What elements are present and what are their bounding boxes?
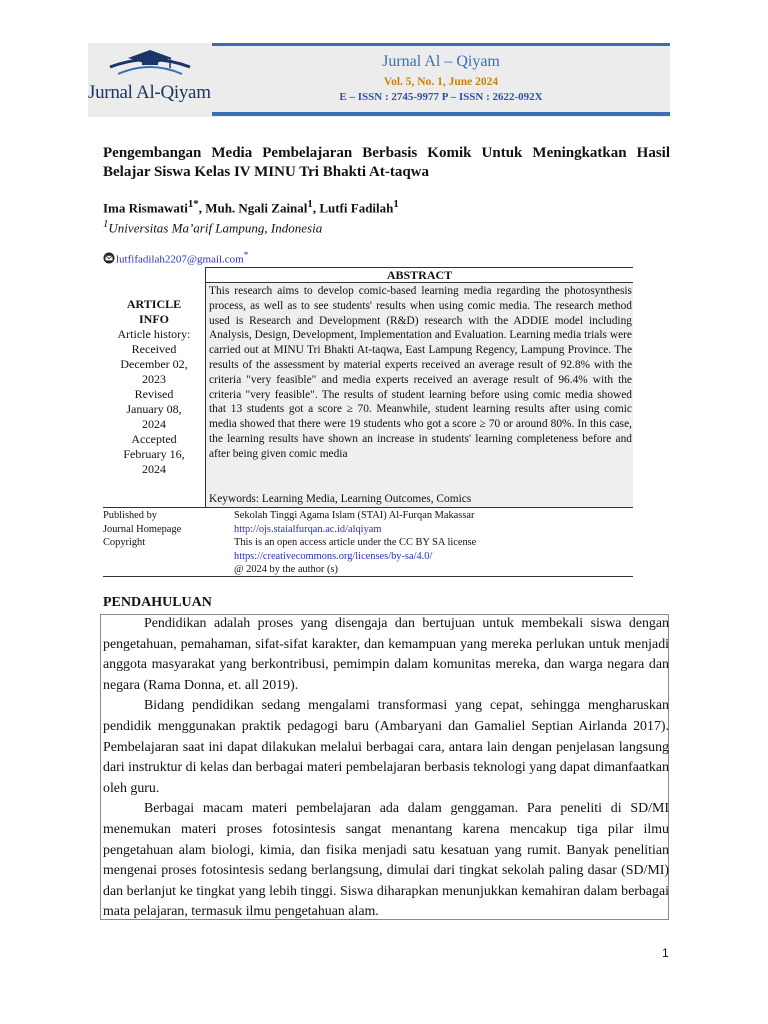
journal-issn: E – ISSN : 2745-9977 P – ISSN : 2622-092X <box>339 91 543 103</box>
received-year: 2023 <box>142 372 166 386</box>
body-paragraph: Berbagai macam materi pembelajaran ada dalam genggaman. Para peneliti di SD/MI menemukan materi proses fotosintesis sangat menantang karena mencakup tiga pilar ilmu pengetahuan alam biologi, kimia, dan fisika menjadi satu kesatuan yang rumit. Banyak penelitian mengenai proses fotosintesis sedang berlangsung, dimulai dari tingkat sekolah paling dasar (SD/MI) dan berlanjut ke tingkat yang lebih tinggi. Siswa diharapkan menunjukkan kemahiran dalam berbagai mata pelajaran, termasuk ilmu pengetahuan alam. <box>103 801 669 920</box>
author-name: , Muh. Ngali Zainal <box>198 200 308 216</box>
article-info-heading: INFO <box>139 312 169 326</box>
paper-title: Pengembangan Media Pembelajaran Berbasis Komik Untuk Meningkatkan Hasil Belajar Siswa Kelas IV MINU Tri Bhakti At-taqwa <box>103 145 670 180</box>
article-info-heading: ARTICLE <box>126 297 182 311</box>
received-date: December 02, <box>120 357 188 371</box>
abstract-body: This research aims to develop comic-based learning media regarding the photosynthesis process, as well as to see students' results when using comic media. The research method used is Research and Development (R&D) research with the ADDIE model including Analysis, Design, Development, Implementation and Evaluation. Learning media trials were carried out at MINU Tri Bhakti At-taqwa, East Lampung Regency, Lampung Province. The results of the assessment by material experts received an average result of 92.8% with the criteria "very feasible" and media experts received an average result of 96.4% with the criteria "very feasible". The results of student learning before using comic media showed that 13 students got a score ≥ 70. Meanwhile, student learning results after using comic media showed that there were 19 students who got a score ≥ 70 or around 80%. In this case, the learning results have shown an increase in students' learning completeness before and after being given comic media <box>209 285 632 460</box>
table-rule <box>205 267 206 508</box>
header-bottom-rule <box>212 112 670 116</box>
table-rule <box>103 576 633 577</box>
revised-label: Revised <box>134 387 174 401</box>
journal-logo <box>88 44 212 116</box>
author-sup: 1 <box>393 198 399 210</box>
page-number: 1 <box>662 946 669 960</box>
copyright-label: Copyright <box>103 537 146 548</box>
graduation-cap-icon <box>88 44 212 84</box>
license-text: This is an open access article under the CC BY SA license <box>234 537 477 548</box>
published-by-label: Published by <box>103 510 157 521</box>
author-sup: 1 <box>307 198 313 210</box>
article-info <box>103 297 205 477</box>
license-link[interactable]: https://creativecommons.org/licenses/by-sa/4.0/ <box>234 550 433 562</box>
mail-icon <box>103 252 115 264</box>
publisher-labels <box>103 509 181 550</box>
copyright-text: @ 2024 by the author (s) <box>234 564 338 575</box>
body-text <box>103 614 669 923</box>
abstract-heading: ABSTRACT <box>386 268 453 282</box>
homepage-link[interactable]: http://ojs.staialfurqan.ac.id/alqiyam <box>234 523 382 535</box>
publisher-name: Sekolah Tinggi Agama Islam (STAI) Al-Furqan Makassar <box>234 510 475 521</box>
table-rule <box>103 507 633 508</box>
received-label: Received <box>131 342 177 356</box>
revised-year: 2024 <box>142 417 166 431</box>
publisher-values <box>234 509 476 577</box>
accepted-year: 2024 <box>142 462 166 476</box>
article-history-label: Article history: <box>117 327 191 341</box>
author-list <box>103 198 399 216</box>
accepted-date: February 16, <box>123 447 185 461</box>
body-paragraph: Bidang pendidikan sedang mengalami transformasi yang cepat, sehingga mengharuskan pendidik menggunakan praktik pedagogi baru (Ambaryani dan Gamaliel Septian Airlanda 2017). Pembelajaran saat ini dapat dilakukan melalui berbagai cara, antara lain dengan penjelasan langsung dari instruktur di kelas dan berbagai materi pembelajaran berbasis teknologi yang dapat dimanfaatkan oleh guru. <box>103 698 669 796</box>
journal-title: Jurnal Al – Qiyam <box>382 53 500 70</box>
author-sup: 1* <box>187 198 199 210</box>
header-top-rule <box>212 43 670 46</box>
logo-text: Jurnal Al-Qiyam <box>88 82 211 103</box>
affiliation <box>103 218 322 236</box>
section-heading: PENDAHULUAN <box>103 595 212 610</box>
author-name: , Lutfi Fadilah <box>312 200 394 216</box>
homepage-label: Journal Homepage <box>103 523 182 535</box>
author-name: Ima Rismawati <box>103 200 188 216</box>
affiliation-sup: 1 <box>103 218 109 230</box>
email-sup: * <box>243 250 249 260</box>
corresponding-email[interactable] <box>103 250 248 266</box>
revised-date: January 08, <box>126 402 182 416</box>
journal-volume: Vol. 5, No. 1, June 2024 <box>383 76 499 88</box>
body-paragraph: Pendidikan adalah proses yang disengaja dan bertujuan untuk membekali siswa dengan pengetahuan, pemahaman, sifat-sifat karakter, dan kemampuan yang mereka perlukan untuk menjadi anggota masyarakat yang berkontribusi, pemimpin dalam komunitas mereka, dan warga negara dan negara (Rama Donna, et. all 2019). <box>103 616 669 693</box>
accepted-label: Accepted <box>131 432 177 446</box>
keywords: Keywords: Learning Media, Learning Outcomes, Comics <box>209 493 472 505</box>
email-address[interactable]: lutfifadilah2207@gmail.com <box>116 253 244 266</box>
affiliation-text: Universitas Ma’arif Lampung, Indonesia <box>108 220 323 236</box>
